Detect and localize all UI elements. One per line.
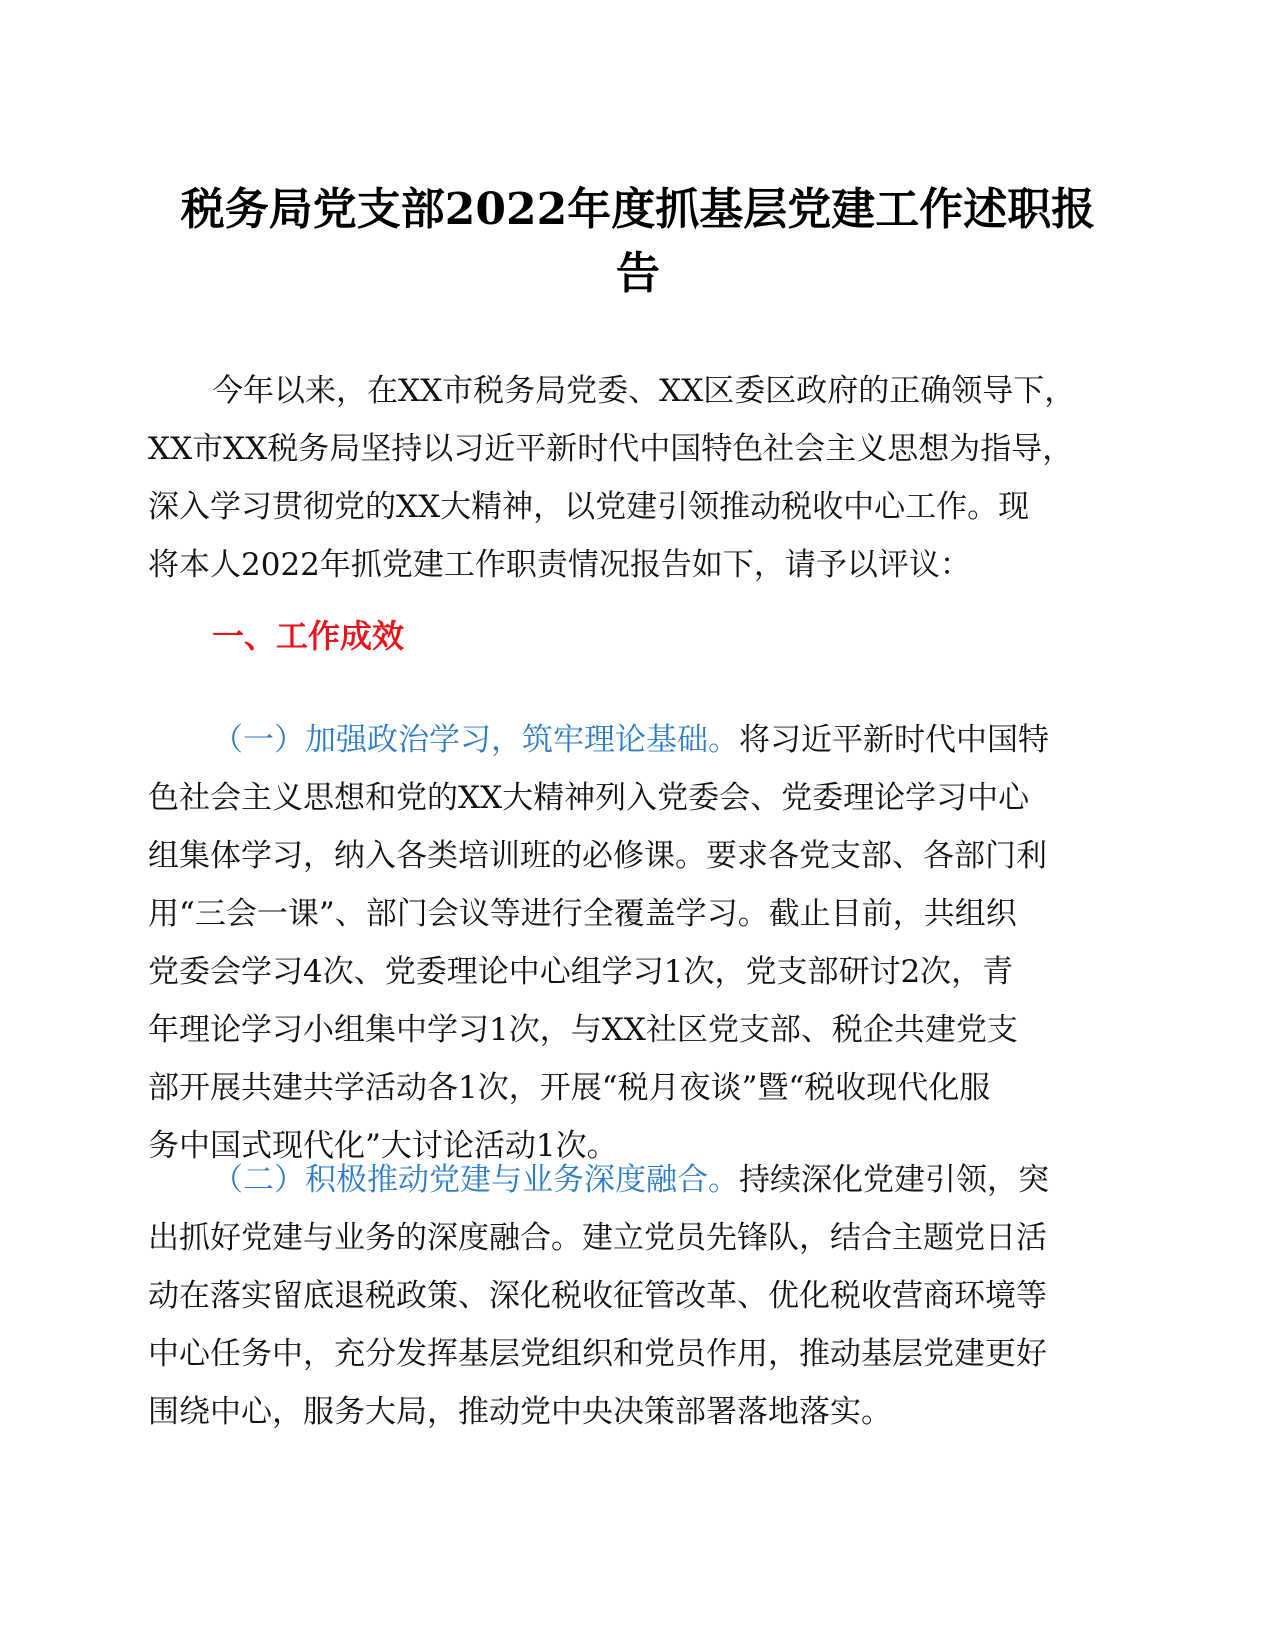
- intro-line: XX市XX税务局坚持以习近平新时代中国特色社会主义思想为指导，: [148, 431, 1074, 467]
- subsection-2-first-line: [148, 1151, 1128, 1209]
- document-title: [148, 178, 1128, 306]
- subsection-2-heading: （二）积极推动党建与业务深度融合。: [212, 1162, 739, 1198]
- intro-line: 今年以来，在XX市税务局党委、XX区委区政府的正确领导下，: [212, 373, 1076, 409]
- subsection-2-line: 动在落实留底退税政策、深化税收征管改革、优化税收营商环境等: [148, 1278, 1047, 1314]
- subsection-1-line: 务中国式现代化”大讨论活动1次。: [148, 1128, 618, 1164]
- section-heading-achievements: 一、工作成效: [212, 617, 405, 655]
- subsection-2-first-line-text: 持续深化党建引领，突: [739, 1162, 1049, 1198]
- title-line-2: 告: [616, 248, 660, 299]
- subsection-1-line: 部开展共建共学活动各1次，开展“税月夜谈”暨“税收现代化服: [148, 1070, 991, 1106]
- subsection-1-line: 用“三会一课”、部门会议等进行全覆盖学习。截止目前，共组织: [148, 896, 1017, 932]
- intro-paragraph: [148, 362, 1128, 594]
- subsection-1-paragraph: [148, 711, 1128, 1175]
- subsection-1-first-line: [148, 711, 1128, 769]
- subsection-1-line: 党委会学习4次、党委理论中心组学习1次，党支部研讨2次，青: [148, 954, 1014, 990]
- subsection-1-line: 年理论学习小组集中学习1次，与XX社区党支部、税企共建党支: [148, 1012, 1018, 1048]
- subsection-2-line: 出抓好党建与业务的深度融合。建立党员先锋队，结合主题党日活: [148, 1220, 1047, 1256]
- subsection-1-heading: （一）加强政治学习，筑牢理论基础。: [212, 722, 739, 758]
- subsection-2-paragraph: [148, 1151, 1128, 1441]
- intro-line: 将本人2022年抓党建工作职责情况报告如下，请予以评议：: [148, 547, 971, 583]
- title-line-1: 税务局党支部2022年度抓基层党建工作述职报: [180, 184, 1096, 235]
- subsection-2-line: 中心任务中，充分发挥基层党组织和党员作用，推动基层党建更好: [148, 1336, 1047, 1372]
- subsection-1-first-line-text: 将习近平新时代中国特: [739, 722, 1049, 758]
- subsection-1-line: 色社会主义思想和党的XX大精神列入党委会、党委理论学习中心: [148, 780, 1030, 816]
- subsection-2-line: 围绕中心，服务大局，推动党中央决策部署落地落实。: [148, 1394, 892, 1430]
- subsection-1-line: 组集体学习，纳入各类培训班的必修课。要求各党支部、各部门利: [148, 838, 1047, 874]
- intro-line: 深入学习贯彻党的XX大精神，以党建引领推动税收中心工作。现: [148, 489, 1030, 525]
